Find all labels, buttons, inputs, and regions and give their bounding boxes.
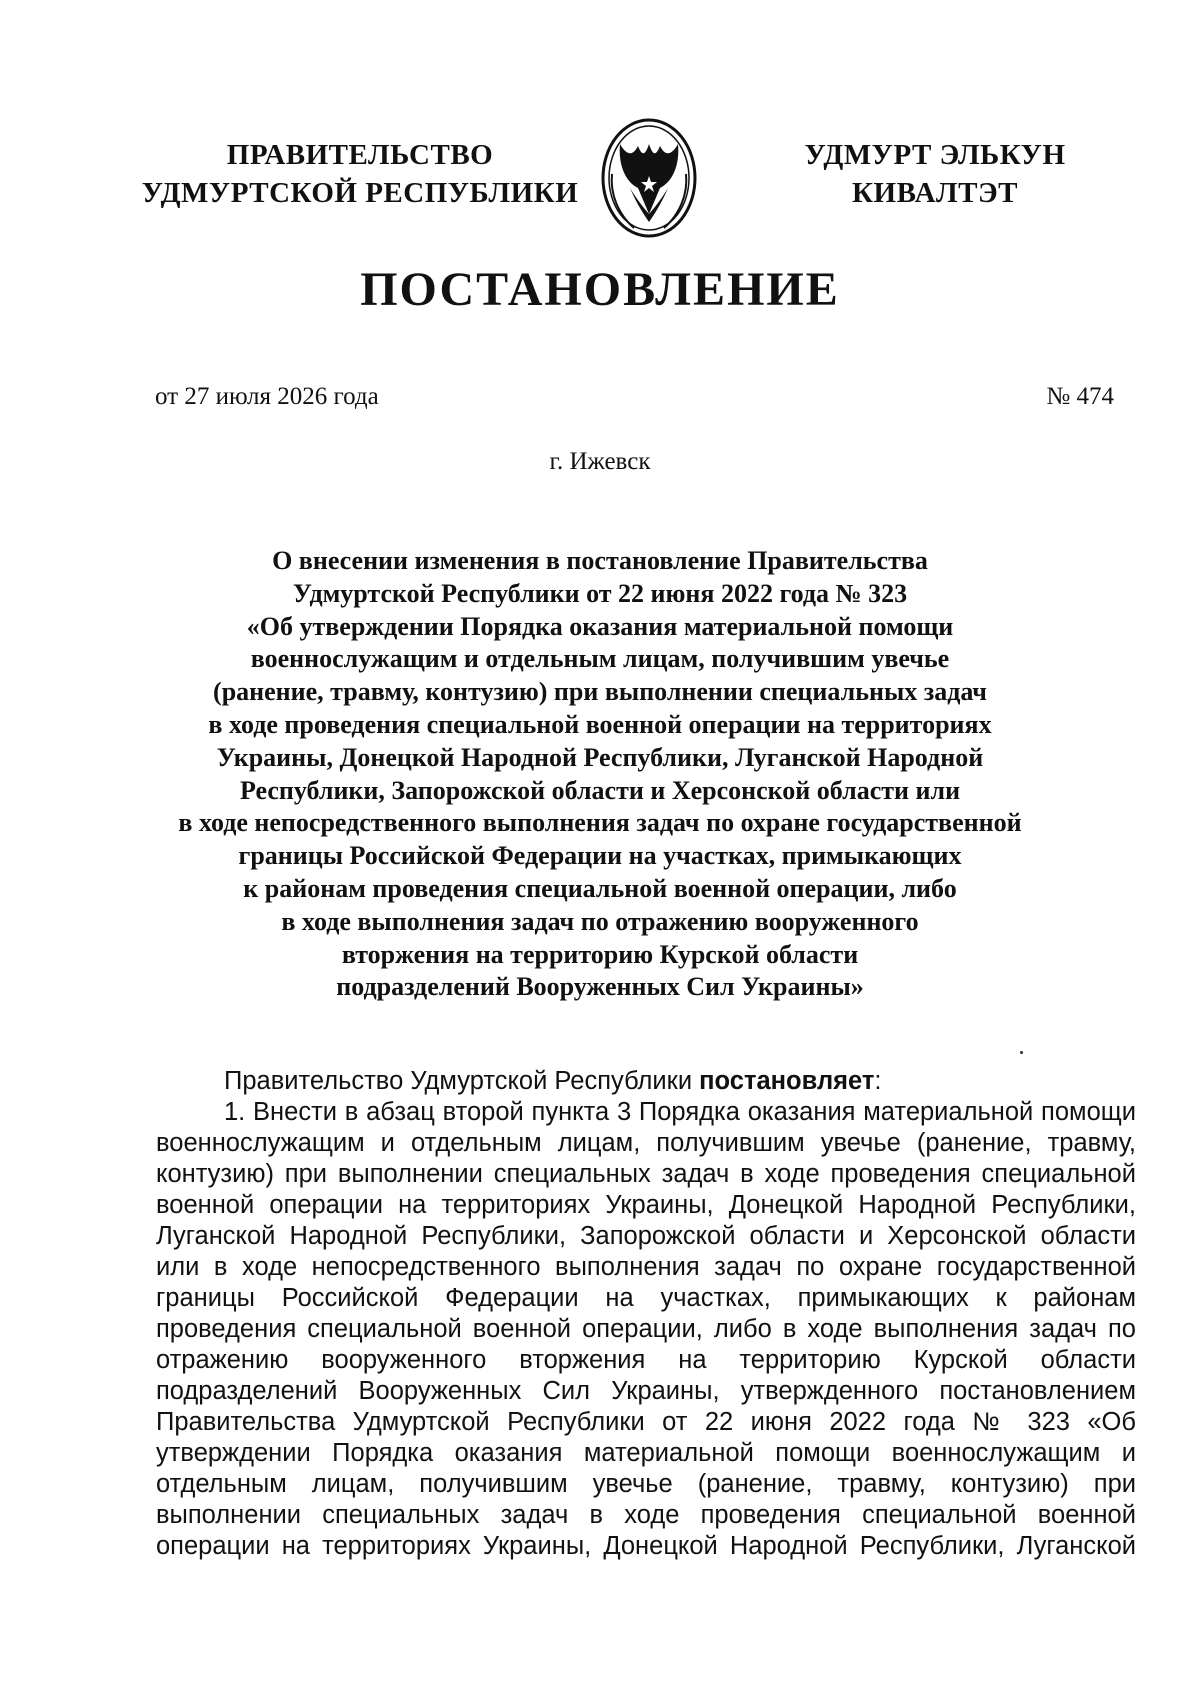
- intro-colon: :: [874, 1067, 882, 1095]
- body-line: границы Российской Федерации на участках, примыкающих к районам: [156, 1284, 1136, 1312]
- title-line: в ходе непосредственного выполнения задач по охране государственной: [178, 808, 1022, 838]
- title-line: в ходе выполнения задач по отражению вооруженного: [281, 906, 919, 936]
- header-right-line1: УДМУРТ ЭЛЬКУН: [804, 139, 1066, 171]
- title-line: О внесении изменения в постановление Правительства: [272, 546, 928, 575]
- body-line: отражению вооруженного вторжения на территорию Курской области: [156, 1346, 1136, 1374]
- title-line: «Об утверждении Порядка оказания материальной помощи: [246, 611, 954, 641]
- government-name-russian: [130, 136, 590, 212]
- scan-speck: [1020, 1051, 1023, 1054]
- intro-bold-verb: постановляет: [699, 1067, 875, 1095]
- body-line: контузию) при выполнении специальных задач в ходе проведения специальной: [156, 1160, 1136, 1188]
- body-intro: [156, 1066, 1136, 1097]
- body-line: 1. Внести в абзац второй пункта 3 Порядка оказания материальной помощи: [224, 1098, 1136, 1126]
- body-line: военной операции на территориях Украины, Донецкой Народной Республики,: [156, 1191, 1136, 1219]
- body-line: выполнении специальных задач в ходе проведения специальной военной: [156, 1501, 1136, 1529]
- document-date: от 27 июля 2026 года: [155, 383, 379, 410]
- document-type-heading: ПОСТАНОВЛЕНИЕ: [360, 263, 840, 316]
- document-number: № 474: [1046, 383, 1114, 410]
- header-right-line2: КИВАЛТЭТ: [851, 177, 1018, 209]
- body-line: военнослужащим и отдельным лицам, получившим увечье (ранение, травму,: [156, 1129, 1136, 1157]
- document-city: г. Ижевск: [549, 448, 651, 475]
- body-line: утверждении Порядка оказания материальной помощи военнослужащим и: [156, 1439, 1136, 1467]
- title-line: (ранение, травму, контузию) при выполнении специальных задач: [213, 677, 987, 707]
- document-body: [156, 1066, 1136, 1562]
- body-line: Правительства Удмуртской Республики от 22 июня 2022 года № 323 «Об: [156, 1408, 1136, 1436]
- header-left-line2: УДМУРТСКОЙ РЕСПУБЛИКИ: [141, 177, 579, 209]
- title-line: к районам проведения специальной военной операции, либо: [243, 873, 957, 903]
- body-line: Луганской Народной Республики, Запорожской области и Херсонской области: [156, 1222, 1136, 1250]
- title-line: Республики, Запорожской области и Херсонской области или: [239, 775, 961, 805]
- title-line: вторжения на территорию Курской области: [341, 939, 859, 969]
- title-line: подразделений Вооруженных Сил Украины»: [336, 972, 864, 1002]
- title-line: военнослужащим и отдельным лицам, получившим увечье: [250, 644, 950, 674]
- title-line: в ходе проведения специальной военной операции на территориях: [208, 709, 992, 739]
- title-line: Украины, Донецкой Народной Республики, Луганской Народной: [216, 742, 984, 772]
- title-line: границы Российской Федерации на участках, примыкающих: [238, 841, 962, 871]
- header-left-line1: ПРАВИТЕЛЬСТВО: [226, 139, 494, 171]
- body-line: проведения специальной военной операции, либо в ходе выполнения задач по: [156, 1315, 1136, 1343]
- body-line: операции на территориях Украины, Донецкой Народной Республики, Луганской: [156, 1532, 1136, 1560]
- government-name-udmurt: [790, 136, 1080, 212]
- body-line: подразделений Вооруженных Сил Украины, утвержденного постановлением: [156, 1377, 1136, 1405]
- intro-text: Правительство Удмуртской Республики: [224, 1067, 700, 1095]
- body-line: отдельным лицам, получившим увечье (ранение, травму, контузию) при: [156, 1470, 1136, 1498]
- document-title: [120, 545, 1080, 1004]
- body-line: или в ходе непосредственного выполнения задач по охране государственной: [156, 1253, 1136, 1281]
- udmurtia-coat-of-arms-emblem: [598, 114, 700, 242]
- title-line: Удмуртской Республики от 22 июня 2022 года № 323: [292, 578, 908, 608]
